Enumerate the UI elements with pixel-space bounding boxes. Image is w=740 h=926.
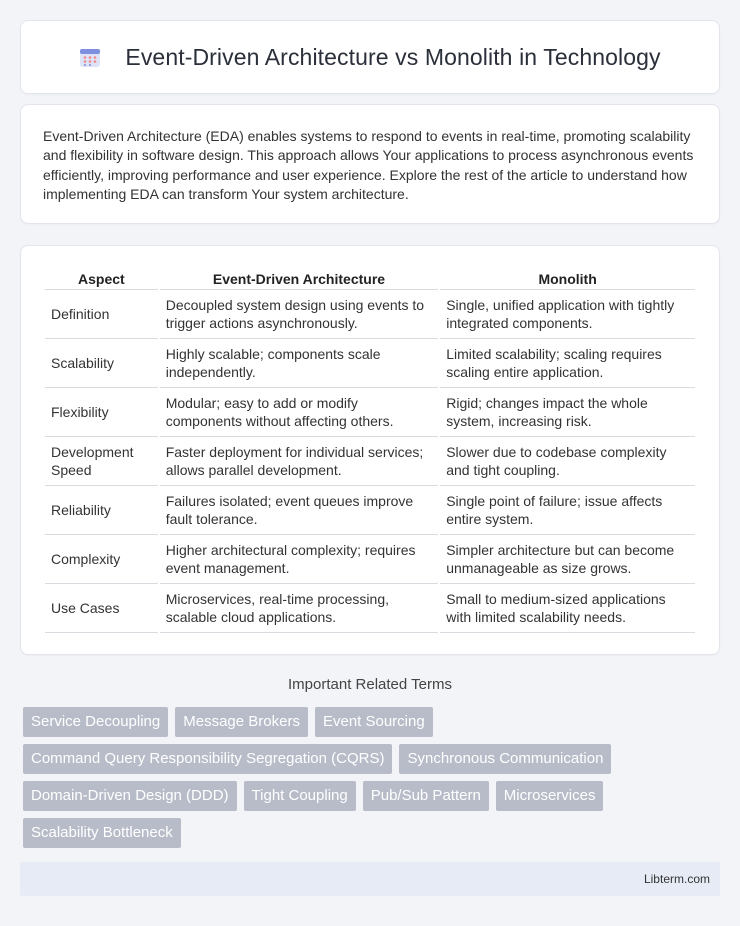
- table-header-row: [45, 266, 695, 290]
- related-term-tag[interactable]: Microservices: [496, 781, 604, 811]
- table-row: [45, 388, 695, 437]
- eda-cell: Faster deployment for individual services; allows parallel development.: [160, 437, 439, 486]
- monolith-cell: Small to medium-sized applications with limited scalability needs.: [440, 584, 695, 633]
- intro-text: Event-Driven Architecture (EDA) enables systems to respond to events in real-time, promoting scalability and flexibility in software design. This approach allows Your applications to process asynchronous events efficiently, improving performance and user experience. Explore the rest of the article to understand how implementing EDA can transform Your system architecture.: [43, 128, 694, 203]
- page-title: Event-Driven Architecture vs Monolith in Technology: [125, 43, 661, 70]
- monolith-cell: Slower due to codebase complexity and tight coupling.: [440, 437, 695, 486]
- header-card: [20, 20, 720, 94]
- eda-cell: Modular; easy to add or modify components without affecting others.: [160, 388, 439, 437]
- footer-site-link[interactable]: Libterm.com: [643, 872, 710, 886]
- table-row: [45, 437, 695, 486]
- related-term-tag[interactable]: Scalability Bottleneck: [23, 818, 181, 848]
- aspect-cell: Definition: [45, 290, 158, 339]
- table-row: [45, 486, 695, 535]
- table-row: [45, 339, 695, 388]
- monolith-cell: Simpler architecture but can become unmanageable as size grows.: [440, 535, 695, 584]
- related-terms-list: [23, 707, 723, 855]
- eda-cell: Highly scalable; components scale independently.: [160, 339, 439, 388]
- aspect-cell: Flexibility: [45, 388, 158, 437]
- related-term-tag[interactable]: Event Sourcing: [315, 707, 433, 737]
- intro-card: [20, 104, 720, 224]
- related-term-tag[interactable]: Tight Coupling: [244, 781, 356, 811]
- related-term-tag[interactable]: Command Query Responsibility Segregation (CQRS): [23, 744, 392, 774]
- footer: [20, 862, 720, 896]
- related-term-tag[interactable]: Synchronous Communication: [399, 744, 611, 774]
- related-term-tag[interactable]: Pub/Sub Pattern: [363, 781, 489, 811]
- related-term-tag[interactable]: Service Decoupling: [23, 707, 168, 737]
- table-row: [45, 535, 695, 584]
- aspect-cell: Reliability: [45, 486, 158, 535]
- calendar-grid-icon: [79, 46, 101, 68]
- eda-cell: Microservices, real-time processing, scalable cloud applications.: [160, 584, 439, 633]
- comparison-table-card: [20, 245, 720, 655]
- monolith-cell: Limited scalability; scaling requires scaling entire application.: [440, 339, 695, 388]
- table-row: [45, 290, 695, 339]
- aspect-cell: Scalability: [45, 339, 158, 388]
- header-aspect: Aspect: [45, 266, 158, 290]
- aspect-cell: Complexity: [45, 535, 158, 584]
- related-term-tag[interactable]: Message Brokers: [175, 707, 308, 737]
- related-terms-title: Important Related Terms: [288, 676, 452, 693]
- related-term-tag[interactable]: Domain-Driven Design (DDD): [23, 781, 237, 811]
- header-eda: Event-Driven Architecture: [160, 266, 439, 290]
- eda-cell: Decoupled system design using events to trigger actions asynchronously.: [160, 290, 439, 339]
- eda-cell: Higher architectural complexity; requires event management.: [160, 535, 439, 584]
- table-row: [45, 584, 695, 633]
- monolith-cell: Rigid; changes impact the whole system, increasing risk.: [440, 388, 695, 437]
- aspect-cell: Development Speed: [45, 437, 158, 486]
- aspect-cell: Use Cases: [45, 584, 158, 633]
- monolith-cell: Single point of failure; issue affects entire system.: [440, 486, 695, 535]
- header-monolith: Monolith: [440, 266, 695, 290]
- eda-cell: Failures isolated; event queues improve fault tolerance.: [160, 486, 439, 535]
- monolith-cell: Single, unified application with tightly integrated components.: [440, 290, 695, 339]
- comparison-table: [43, 266, 697, 633]
